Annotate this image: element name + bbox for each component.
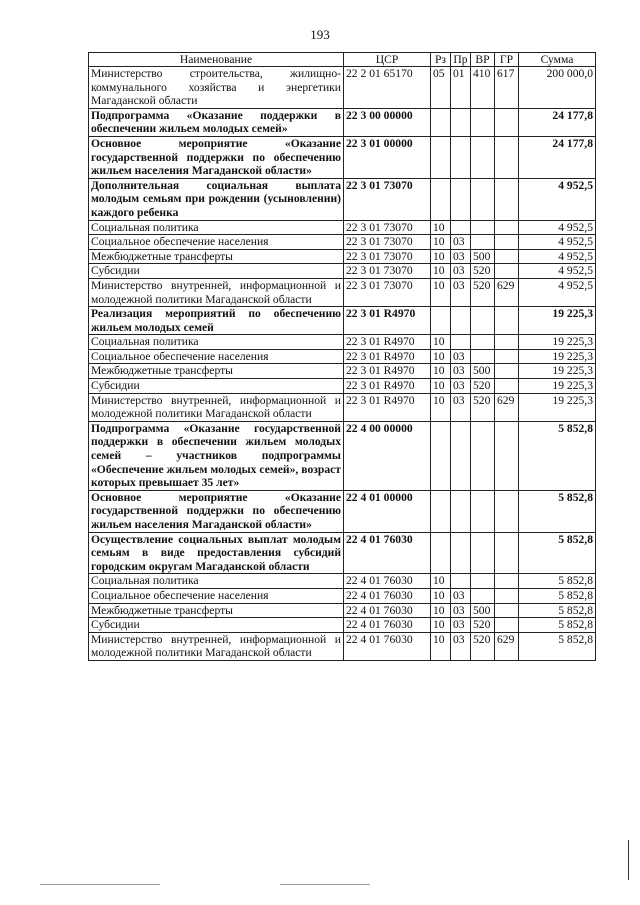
gr-cell [495, 235, 519, 250]
pr-cell: 03 [451, 379, 471, 394]
name-cell: Министерство внутренней, информационной и молодежной политики Магаданской области [89, 632, 344, 660]
sum-cell: 24 177,8 [519, 108, 596, 136]
sum-cell: 5 852,8 [519, 490, 596, 532]
pr-cell: 01 [451, 67, 471, 109]
csr-cell: 22 3 00 00000 [344, 108, 431, 136]
pr-cell: 03 [451, 618, 471, 633]
name-cell: Основное мероприятие «Оказание государственной поддержки по обеспечению жильем населения Магаданской области» [89, 136, 344, 178]
csr-cell: 22 3 01 73070 [344, 235, 431, 250]
pr-cell [451, 307, 471, 335]
csr-cell: 22 3 01 73070 [344, 264, 431, 279]
rz-cell: 10 [431, 335, 451, 350]
table-row [89, 574, 596, 589]
margin-mark [628, 840, 629, 880]
csr-cell: 22 4 00 00000 [344, 421, 431, 490]
table-row [89, 307, 596, 335]
name-cell: Социальная политика [89, 335, 344, 350]
csr-cell: 22 4 01 00000 [344, 490, 431, 532]
csr-cell: 22 3 01 00000 [344, 136, 431, 178]
table-row [89, 618, 596, 633]
table-row [89, 349, 596, 364]
sum-cell: 19 225,3 [519, 335, 596, 350]
rz-cell: 10 [431, 220, 451, 235]
vr-cell [471, 349, 495, 364]
pr-cell: 03 [451, 278, 471, 306]
table-row [89, 249, 596, 264]
rz-cell: 10 [431, 588, 451, 603]
name-cell: Осуществление социальных выплат молодым семьям в виде предоставления субсидий городским округам Магаданской области [89, 532, 344, 574]
sum-cell: 200 000,0 [519, 67, 596, 109]
name-cell: Основное мероприятие «Оказание государственной поддержки по обеспечению жильем населения Магаданской области» [89, 490, 344, 532]
vr-cell [471, 307, 495, 335]
name-cell: Межбюджетные трансферты [89, 364, 344, 379]
pr-cell [451, 136, 471, 178]
gr-cell [495, 618, 519, 633]
sum-cell: 19 225,3 [519, 364, 596, 379]
sum-cell: 5 852,8 [519, 588, 596, 603]
csr-cell: 22 3 01 R4970 [344, 364, 431, 379]
header-pr: Пр [451, 53, 471, 67]
csr-cell: 22 4 01 76030 [344, 588, 431, 603]
vr-cell [471, 490, 495, 532]
rz-cell: 10 [431, 393, 451, 421]
sum-cell: 4 952,5 [519, 178, 596, 220]
csr-cell: 22 2 01 65170 [344, 67, 431, 109]
table-row [89, 632, 596, 660]
gr-cell: 629 [495, 278, 519, 306]
rz-cell: 10 [431, 603, 451, 618]
sum-cell: 4 952,5 [519, 249, 596, 264]
rz-cell [431, 178, 451, 220]
name-cell: Межбюджетные трансферты [89, 603, 344, 618]
table-row [89, 136, 596, 178]
gr-cell [495, 603, 519, 618]
vr-cell [471, 421, 495, 490]
table-row [89, 588, 596, 603]
vr-cell [471, 532, 495, 574]
budget-table [88, 52, 596, 661]
csr-cell: 22 3 01 R4970 [344, 393, 431, 421]
footer-line-left [40, 884, 160, 885]
table-row [89, 264, 596, 279]
gr-cell: 629 [495, 632, 519, 660]
vr-cell: 410 [471, 67, 495, 109]
vr-cell: 500 [471, 364, 495, 379]
sum-cell: 5 852,8 [519, 603, 596, 618]
header-vr: ВР [471, 53, 495, 67]
table-row [89, 603, 596, 618]
name-cell: Министерство внутренней, информационной и молодежной политики Магаданской области [89, 393, 344, 421]
rz-cell: 10 [431, 632, 451, 660]
name-cell: Социальное обеспечение населения [89, 349, 344, 364]
pr-cell: 03 [451, 364, 471, 379]
table-row [89, 379, 596, 394]
csr-cell: 22 3 01 R4970 [344, 335, 431, 350]
rz-cell: 10 [431, 235, 451, 250]
gr-cell [495, 108, 519, 136]
vr-cell: 520 [471, 278, 495, 306]
pr-cell [451, 108, 471, 136]
gr-cell [495, 307, 519, 335]
name-cell: Социальное обеспечение населения [89, 588, 344, 603]
csr-cell: 22 4 01 76030 [344, 618, 431, 633]
name-cell: Реализация мероприятий по обеспечению жильем молодых семей [89, 307, 344, 335]
csr-cell: 22 3 01 R4970 [344, 349, 431, 364]
gr-cell [495, 249, 519, 264]
vr-cell [471, 108, 495, 136]
table-row [89, 364, 596, 379]
sum-cell: 24 177,8 [519, 136, 596, 178]
rz-cell: 10 [431, 574, 451, 589]
table-row [89, 421, 596, 490]
table-row [89, 393, 596, 421]
pr-cell: 03 [451, 249, 471, 264]
pr-cell: 03 [451, 632, 471, 660]
pr-cell [451, 574, 471, 589]
name-cell: Подпрограмма «Оказание государственной поддержки в обеспечении жильем молодых семей – участников подпрограммы «Обеспечение жильем молодых семей», возраст которых превышает 35 лет» [89, 421, 344, 490]
pr-cell [451, 532, 471, 574]
header-name: Наименование [89, 53, 344, 67]
table-row [89, 278, 596, 306]
table-row [89, 220, 596, 235]
pr-cell: 03 [451, 393, 471, 421]
table-row [89, 235, 596, 250]
name-cell: Субсидии [89, 618, 344, 633]
gr-cell [495, 421, 519, 490]
gr-cell [495, 588, 519, 603]
gr-cell [495, 490, 519, 532]
pr-cell: 03 [451, 588, 471, 603]
name-cell: Дополнительная социальная выплата молодым семьям при рождении (усыновлении) каждого ребенка [89, 178, 344, 220]
gr-cell [495, 178, 519, 220]
sum-cell: 4 952,5 [519, 235, 596, 250]
gr-cell [495, 264, 519, 279]
name-cell: Министерство внутренней, информационной и молодежной политики Магаданской области [89, 278, 344, 306]
vr-cell: 520 [471, 618, 495, 633]
rz-cell: 05 [431, 67, 451, 109]
name-cell: Подпрограмма «Оказание поддержки в обеспечении жильем молодых семей» [89, 108, 344, 136]
header-sum: Сумма [519, 53, 596, 67]
gr-cell [495, 364, 519, 379]
gr-cell: 617 [495, 67, 519, 109]
name-cell: Межбюджетные трансферты [89, 249, 344, 264]
pr-cell [451, 220, 471, 235]
header-csr: ЦСР [344, 53, 431, 67]
name-cell: Социальное обеспечение населения [89, 235, 344, 250]
rz-cell [431, 421, 451, 490]
table-header-row [89, 53, 596, 67]
sum-cell: 5 852,8 [519, 532, 596, 574]
gr-cell [495, 532, 519, 574]
sum-cell: 4 952,5 [519, 278, 596, 306]
vr-cell [471, 588, 495, 603]
rz-cell: 10 [431, 278, 451, 306]
table-row [89, 335, 596, 350]
csr-cell: 22 3 01 73070 [344, 249, 431, 264]
sum-cell: 5 852,8 [519, 421, 596, 490]
pr-cell: 03 [451, 603, 471, 618]
rz-cell: 10 [431, 249, 451, 264]
rz-cell: 10 [431, 364, 451, 379]
sum-cell: 19 225,3 [519, 379, 596, 394]
sum-cell: 5 852,8 [519, 574, 596, 589]
sum-cell: 19 225,3 [519, 349, 596, 364]
sum-cell: 5 852,8 [519, 618, 596, 633]
csr-cell: 22 4 01 76030 [344, 574, 431, 589]
vr-cell: 520 [471, 379, 495, 394]
csr-cell: 22 3 01 73070 [344, 178, 431, 220]
csr-cell: 22 3 01 73070 [344, 278, 431, 306]
name-cell: Министерство строительства, жилищно-коммунального хозяйства и энергетики Магаданской области [89, 67, 344, 109]
vr-cell: 520 [471, 632, 495, 660]
gr-cell [495, 349, 519, 364]
vr-cell [471, 136, 495, 178]
name-cell: Социальная политика [89, 220, 344, 235]
table-row [89, 67, 596, 109]
pr-cell [451, 421, 471, 490]
vr-cell [471, 235, 495, 250]
table-row [89, 532, 596, 574]
pr-cell: 03 [451, 349, 471, 364]
table-row [89, 178, 596, 220]
rz-cell: 10 [431, 618, 451, 633]
gr-cell [495, 335, 519, 350]
pr-cell: 03 [451, 264, 471, 279]
sum-cell: 5 852,8 [519, 632, 596, 660]
header-rz: Рз [431, 53, 451, 67]
vr-cell: 500 [471, 249, 495, 264]
vr-cell: 520 [471, 393, 495, 421]
rz-cell: 10 [431, 264, 451, 279]
name-cell: Субсидии [89, 264, 344, 279]
name-cell: Субсидии [89, 379, 344, 394]
sum-cell: 4 952,5 [519, 264, 596, 279]
vr-cell [471, 220, 495, 235]
vr-cell: 500 [471, 603, 495, 618]
csr-cell: 22 4 01 76030 [344, 632, 431, 660]
gr-cell [495, 220, 519, 235]
rz-cell [431, 108, 451, 136]
sum-cell: 19 225,3 [519, 307, 596, 335]
gr-cell [495, 379, 519, 394]
pr-cell [451, 335, 471, 350]
csr-cell: 22 4 01 76030 [344, 532, 431, 574]
rz-cell [431, 490, 451, 532]
csr-cell: 22 3 01 R4970 [344, 379, 431, 394]
vr-cell [471, 335, 495, 350]
vr-cell [471, 574, 495, 589]
sum-cell: 19 225,3 [519, 393, 596, 421]
gr-cell: 629 [495, 393, 519, 421]
csr-cell: 22 4 01 76030 [344, 603, 431, 618]
csr-cell: 22 3 01 73070 [344, 220, 431, 235]
csr-cell: 22 3 01 R4970 [344, 307, 431, 335]
rz-cell: 10 [431, 349, 451, 364]
gr-cell [495, 136, 519, 178]
table-row [89, 108, 596, 136]
sum-cell: 4 952,5 [519, 220, 596, 235]
page-number: 193 [310, 27, 330, 42]
table-row [89, 490, 596, 532]
header-gr: ГР [495, 53, 519, 67]
rz-cell [431, 136, 451, 178]
vr-cell [471, 178, 495, 220]
pr-cell [451, 490, 471, 532]
pr-cell: 03 [451, 235, 471, 250]
vr-cell: 520 [471, 264, 495, 279]
gr-cell [495, 574, 519, 589]
pr-cell [451, 178, 471, 220]
rz-cell [431, 532, 451, 574]
name-cell: Социальная политика [89, 574, 344, 589]
footer-line-right [280, 884, 370, 885]
rz-cell: 10 [431, 379, 451, 394]
rz-cell [431, 307, 451, 335]
